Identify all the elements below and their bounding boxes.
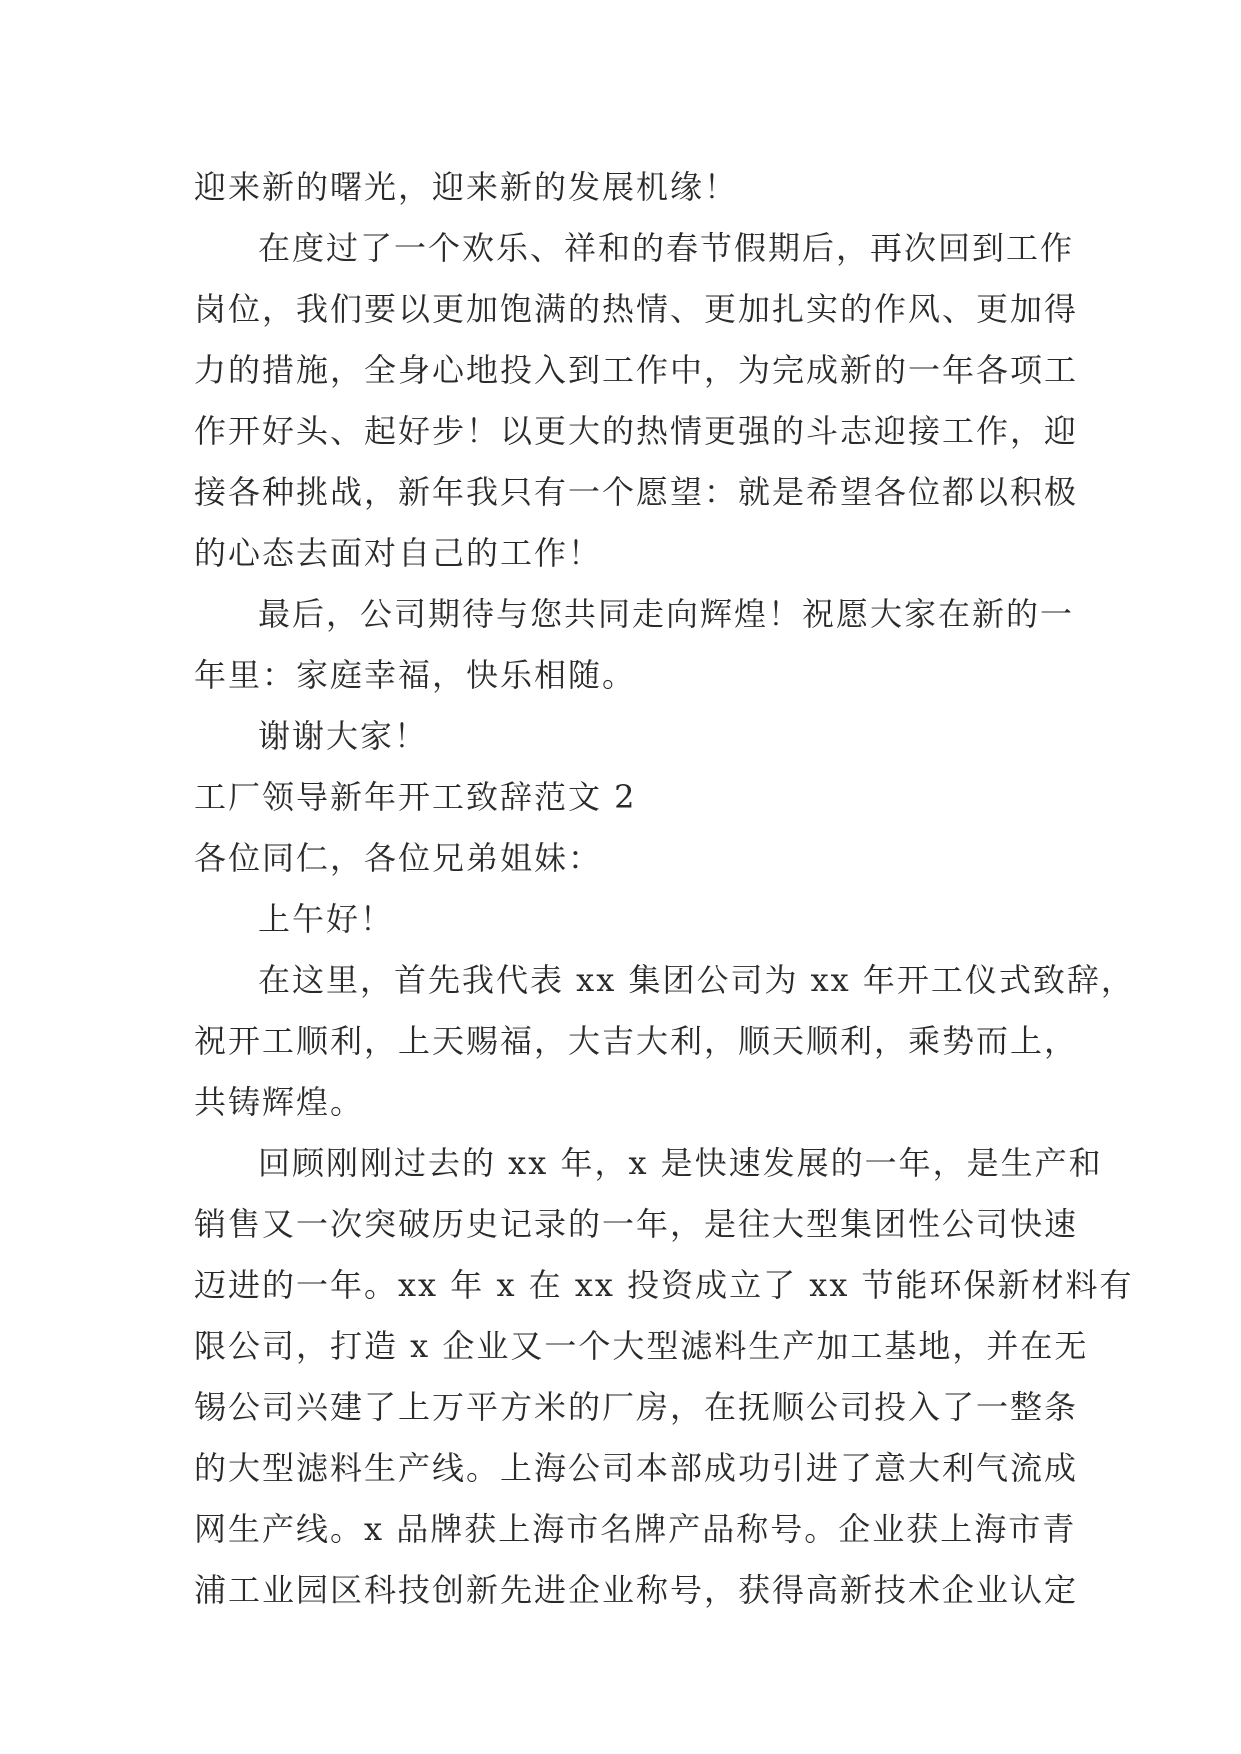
text-line: 网生产线。x 品牌获上海市名牌产品称号。企业获上海市青	[194, 1510, 1077, 1548]
text-line: 回顾刚刚过去的 xx 年，x 是快速发展的一年，是生产和	[258, 1144, 1103, 1182]
text-line: 迎来新的曙光，迎来新的发展机缘！	[194, 168, 739, 206]
text-line: 力的措施，全身心地投入到工作中，为完成新的一年各项工	[194, 351, 1079, 389]
text-line: 祝开工顺利，上天赐福，大吉大利，顺天顺利，乘势而上，	[194, 1022, 1079, 1060]
text-line: 限公司，打造 x 企业又一个大型滤料生产加工基地，并在无	[194, 1327, 1089, 1365]
text-line: 作开好头、起好步！以更大的热情更强的斗志迎接工作，迎	[194, 412, 1079, 450]
text-line: 销售又一次突破历史记录的一年，是往大型集团性公司快速	[194, 1205, 1079, 1243]
text-line: 锡公司兴建了上万平方米的厂房，在抚顺公司投入了一整条	[194, 1388, 1079, 1426]
text-line: 岗位，我们要以更加饱满的热情、更加扎实的作风、更加得	[194, 290, 1079, 328]
text-line: 在这里，首先我代表 xx 集团公司为 xx 年开工仪式致辞，	[258, 961, 1135, 999]
text-line: 谢谢大家！	[258, 717, 429, 755]
text-line: 年里：家庭幸福，快乐相随。	[194, 656, 637, 694]
text-line: 共铸辉煌。	[194, 1083, 365, 1121]
greeting: 上午好！	[258, 900, 395, 938]
section-heading: 工厂领导新年开工致辞范文 2	[194, 778, 637, 816]
text-line: 接各种挑战，新年我只有一个愿望：就是希望各位都以积极	[194, 473, 1079, 511]
text-line: 浦工业园区科技创新先进企业称号，获得高新技术企业认定	[194, 1571, 1079, 1609]
text-line: 的大型滤料生产线。上海公司本部成功引进了意大利气流成	[194, 1449, 1079, 1487]
text-line: 最后，公司期待与您共同走向辉煌！祝愿大家在新的一	[258, 595, 1075, 633]
text-line: 的心态去面对自己的工作！	[194, 534, 603, 572]
document-body	[194, 157, 1135, 1621]
text-line: 在度过了一个欢乐、祥和的春节假期后，再次回到工作	[258, 229, 1075, 267]
salutation: 各位同仁，各位兄弟姐妹：	[194, 839, 603, 877]
text-line: 迈进的一年。xx 年 x 在 xx 投资成立了 xx 节能环保新材料有	[194, 1266, 1134, 1304]
